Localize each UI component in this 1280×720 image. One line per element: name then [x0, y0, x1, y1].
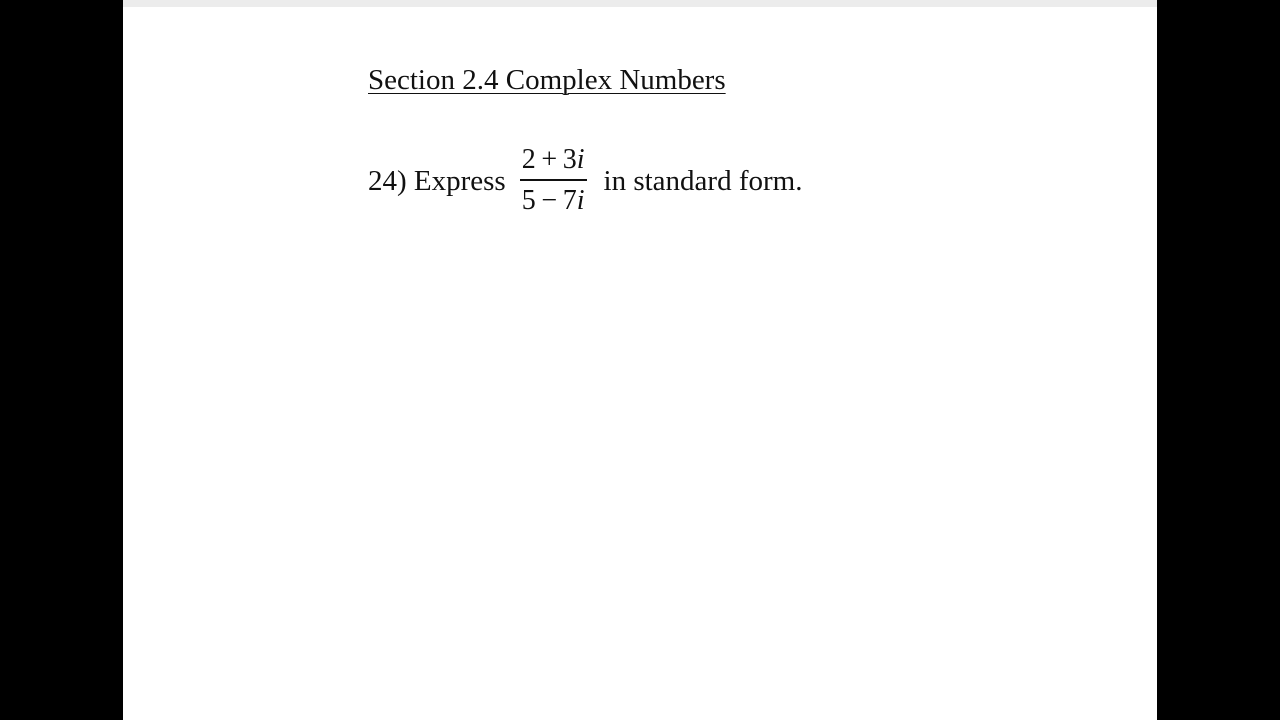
numerator-imaginary-unit: i: [576, 144, 585, 176]
denominator-coefficient: 7: [562, 184, 577, 216]
page-top-edge: [123, 0, 1157, 7]
fraction-denominator: [520, 181, 587, 218]
problem-suffix: in standard form.: [603, 164, 803, 197]
problem-prefix: 24) Express: [368, 164, 506, 197]
document-page: [123, 0, 1157, 720]
denominator-operator: −: [541, 184, 558, 216]
complex-fraction: [520, 144, 587, 218]
numerator-real: 2: [521, 144, 536, 176]
fraction-numerator: [520, 144, 587, 179]
denominator-imaginary-unit: i: [576, 184, 585, 216]
section-title: Section 2.4 Complex Numbers: [368, 64, 726, 96]
denominator-real: 5: [521, 184, 536, 216]
problem-statement: [368, 140, 802, 222]
numerator-coefficient: 3: [562, 144, 577, 176]
numerator-operator: +: [541, 144, 558, 176]
